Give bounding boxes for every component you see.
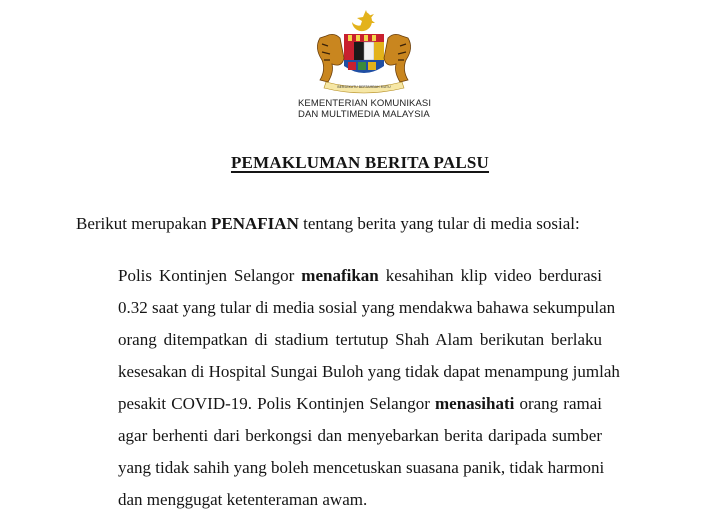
- statement-line-1: [118, 260, 602, 292]
- ministry-name: [298, 98, 498, 120]
- statement-line-8: dan menggugat ketenteraman awam.: [118, 490, 368, 509]
- statement-line-5-end: orang ramai: [514, 394, 602, 413]
- document-title: [0, 153, 720, 173]
- document-title-text: PEMAKLUMAN BERITA PALSU: [230, 153, 490, 172]
- intro-text-start: Berikut merupakan: [76, 214, 212, 233]
- statement-bold-menasihati: menasihati: [434, 394, 515, 413]
- statement-line-5-start: pesakit COVID-19. Polis Kontinjen Selangor: [118, 394, 435, 413]
- ministry-name-line-2: DAN MULTIMEDIA MALAYSIA: [298, 109, 430, 120]
- statement-line-1-start: Polis Kontinjen Selangor: [118, 266, 302, 285]
- statement-bold-menafikan: menafikan: [301, 266, 379, 285]
- statement-line-6: agar berhenti dari berkongsi dan menyebarkan berita daripada sumber: [118, 426, 602, 445]
- intro-paragraph: [76, 214, 676, 234]
- statement-line-5: [118, 388, 602, 420]
- statement-paragraph: [118, 260, 620, 516]
- statement-line-7: yang tidak sahih yang boleh mencetuskan suasana panik, tidak harmoni: [118, 458, 605, 477]
- intro-text-end: tentang berita yang tular di media sosial:: [298, 214, 580, 233]
- statement-line-3: orang ditempatkan di stadium tertutup Shah Alam berikutan berlaku: [118, 330, 602, 349]
- statement-line-1-end: kesahihan klip video berdurasi: [378, 266, 602, 285]
- ministry-name-line-1: KEMENTERIAN KOMUNIKASI: [298, 98, 432, 109]
- statement-line-4: kesesakan di Hospital Sungai Buloh yang tidak dapat menampung jumlah: [118, 362, 620, 381]
- statement-line-2: 0.32 saat yang tular di media sosial yang mendakwa bahawa sekumpulan: [118, 298, 616, 317]
- malaysia-coat-of-arms-logo: [308, 8, 420, 94]
- intro-bold-word: PENAFIAN: [211, 214, 299, 233]
- crest-motto-text: BERSEKUTU BERTAMBAH MUTU: [337, 85, 391, 89]
